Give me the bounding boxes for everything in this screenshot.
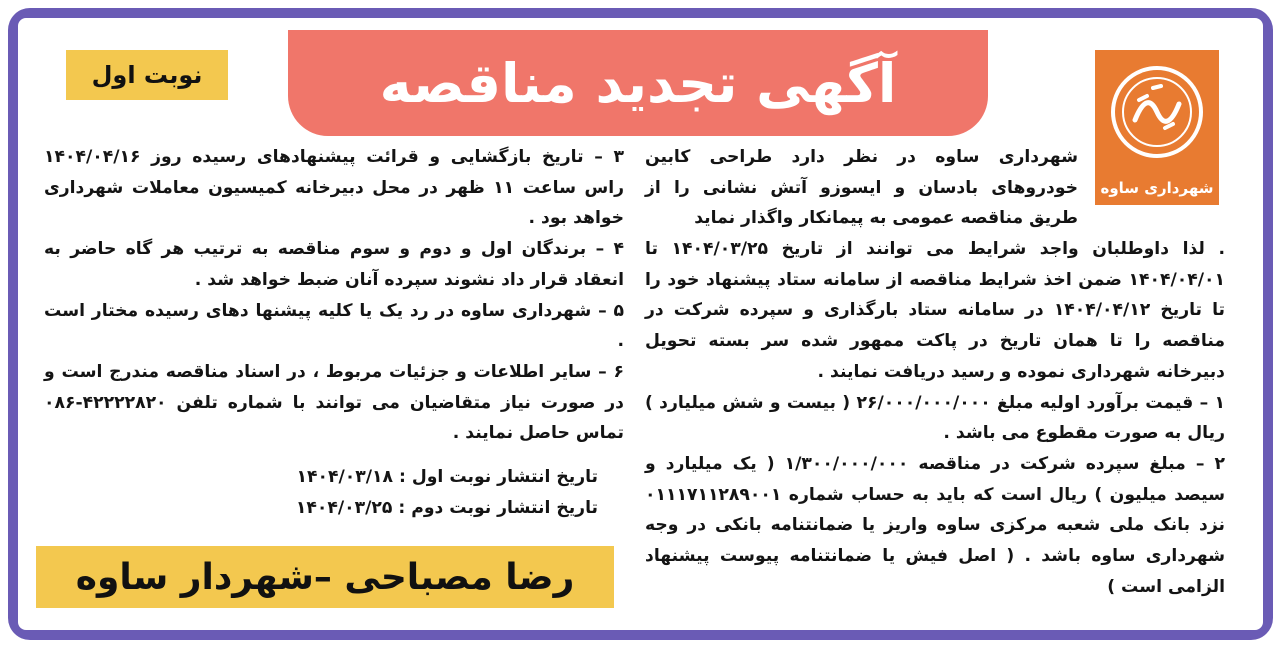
item-6: ۶ – سایر اطلاعات و جزئیات مربوط ، در اسناد مناقصه مندرج است و در صورت نیاز متقاضیان می توانند با شماره تلفن ۴۲۲۲۲۸۲۰-۰۸۶ تماس حاصل نمایند .	[44, 361, 624, 444]
item-1: ۱ – قیمت برآورد اولیه مبلغ ۲۶/۰۰۰/۰۰۰/۰۰۰ ( بیست و شش میلیارد ) ریال به صورت مقطوع می باشد .	[645, 392, 1225, 444]
item-4: ۴ – برندگان اول و دوم و سوم مناقصه به ترتیب هر گاه حاضر به انعقاد قرار داد نشوند سپرده آنان ضبط خواهد شد .	[44, 239, 624, 290]
signature-text: رضا مصباحی –شهردار ساوه	[75, 556, 575, 598]
title-banner	[288, 30, 988, 136]
round-badge	[66, 50, 228, 100]
intro-paragraph	[645, 142, 1078, 234]
item-2: ۲ – مبلغ سپرده شرکت در مناقصه ۱/۳۰۰/۰۰۰/۰۰۰ ( یک میلیارد و سیصد میلیون ) ریال است که باید به حساب شماره ۰۱۱۱۷۱۱۲۸۹۰۰۱ نزد بانک ملی شعبه مرکزی ساوه واریز یا ضمانتنامه بانکی در وجه شهرداری ساوه باشد . ( اصل فیش یا ضمانتنامه پیوست پیشنهاد الزامی است )	[645, 453, 1225, 597]
second-publication-date: تاریخ انتشار نوبت دوم : ۱۴۰۴/۰۳/۲۵	[295, 497, 598, 518]
municipality-logo	[1095, 50, 1219, 205]
participation-text: . لذا داوطلبان واجد شرایط می توانند از تاریخ ۱۴۰۴/۰۳/۲۵ تا ۱۴۰۴/۰۴/۰۱ ضمن اخذ شرایط مناقصه از سامانه ستاد پیشنهاد خود را تا تاریخ ۱۴۰۴/۰۴/۱۲ در سامانه ستاد بارگذاری و سپرده شرکت در مناقصه را تا همان تاریخ در پاکت ممهور شده سر بسته تحویل دبیرخانه شهرداری نموده و رسید دریافت نمایند .	[645, 239, 1225, 382]
left-column	[44, 142, 624, 449]
round-label: نوبت اول	[91, 61, 203, 89]
publication-dates	[258, 462, 598, 523]
logo-label: شهرداری ساوه	[1100, 179, 1214, 197]
first-publication-date: تاریخ انتشار نوبت اول : ۱۴۰۴/۰۳/۱۸	[296, 467, 598, 487]
page-title: آگهی تجدید مناقصه	[379, 51, 897, 115]
intro-text: شهرداری ساوه در نظر دارد طراحی کابین خودروهای بادسان و ایسوزو آتش نشانی را از طریق مناقصه عمومی به پیمانکار واگذار نماید	[645, 147, 1078, 229]
right-column	[645, 234, 1225, 602]
item-3: ۳ – تاریخ بازگشایی و قرائت پیشنهادهای رسیده روز ۱۴۰۴/۰۴/۱۶ راس ساعت ۱۱ ظهر در محل دبیرخانه کمیسیون معاملات شهرداری خواهد بود .	[44, 147, 624, 229]
item-5: ۵ – شهرداری ساوه در رد یک یا کلیه پیشنها دهای رسیده مختار است .	[44, 300, 624, 352]
signature-banner	[36, 546, 614, 608]
